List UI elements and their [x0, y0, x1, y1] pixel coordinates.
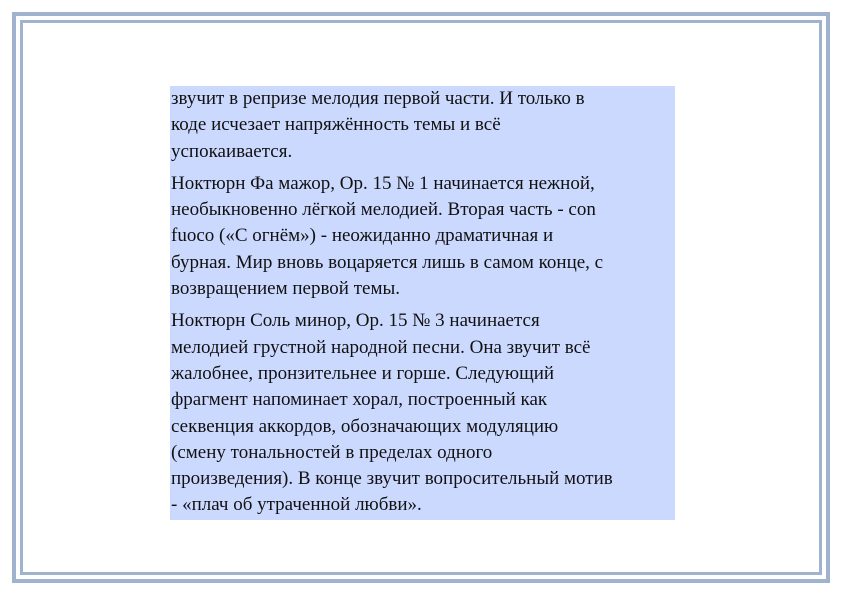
text-box	[170, 86, 675, 520]
text-line: - «плач об утраченной любви».	[171, 494, 422, 516]
paragraph-nocturne-f-major	[171, 171, 673, 302]
text-line: жалобнее, пронзительнее и горше. Следующий	[171, 362, 555, 384]
text-line: Ноктюрн Соль минор, Ор. 15 № 3 начинается	[171, 310, 540, 332]
text-line: (смену тональностей в пределах одного	[171, 441, 493, 463]
text-line: звучит в репризе мелодия первой части. И только в	[171, 88, 585, 109]
text-line: мелодией грустной народной песни. Она звучит всё	[171, 336, 591, 358]
paragraph-nocturne-g-minor	[171, 308, 673, 518]
text-line: секвенция аккордов, обозначающих модуляцию	[171, 415, 559, 437]
text-line: Ноктюрн Фа мажор, Ор. 15 № 1 начинается нежной,	[171, 172, 595, 194]
text-line: fuoco («С огнём») - неожиданно драматичная и	[171, 225, 554, 247]
paragraph-reprise	[171, 86, 673, 165]
text-line: бурная. Мир вновь воцаряется лишь в самом конце, с	[171, 251, 604, 273]
text-line: фрагмент напоминает хорал, построенный как	[171, 389, 548, 411]
text-line: необыкновенно лёгкой мелодией. Вторая часть - con	[171, 199, 596, 221]
text-line: возвращением первой темы.	[171, 278, 400, 300]
text-line: произведения). В конце звучит вопросительный мотив	[171, 468, 613, 490]
text-line: успокаивается.	[171, 140, 293, 162]
text-line: коде исчезает напряжённость темы и всё	[171, 114, 501, 136]
